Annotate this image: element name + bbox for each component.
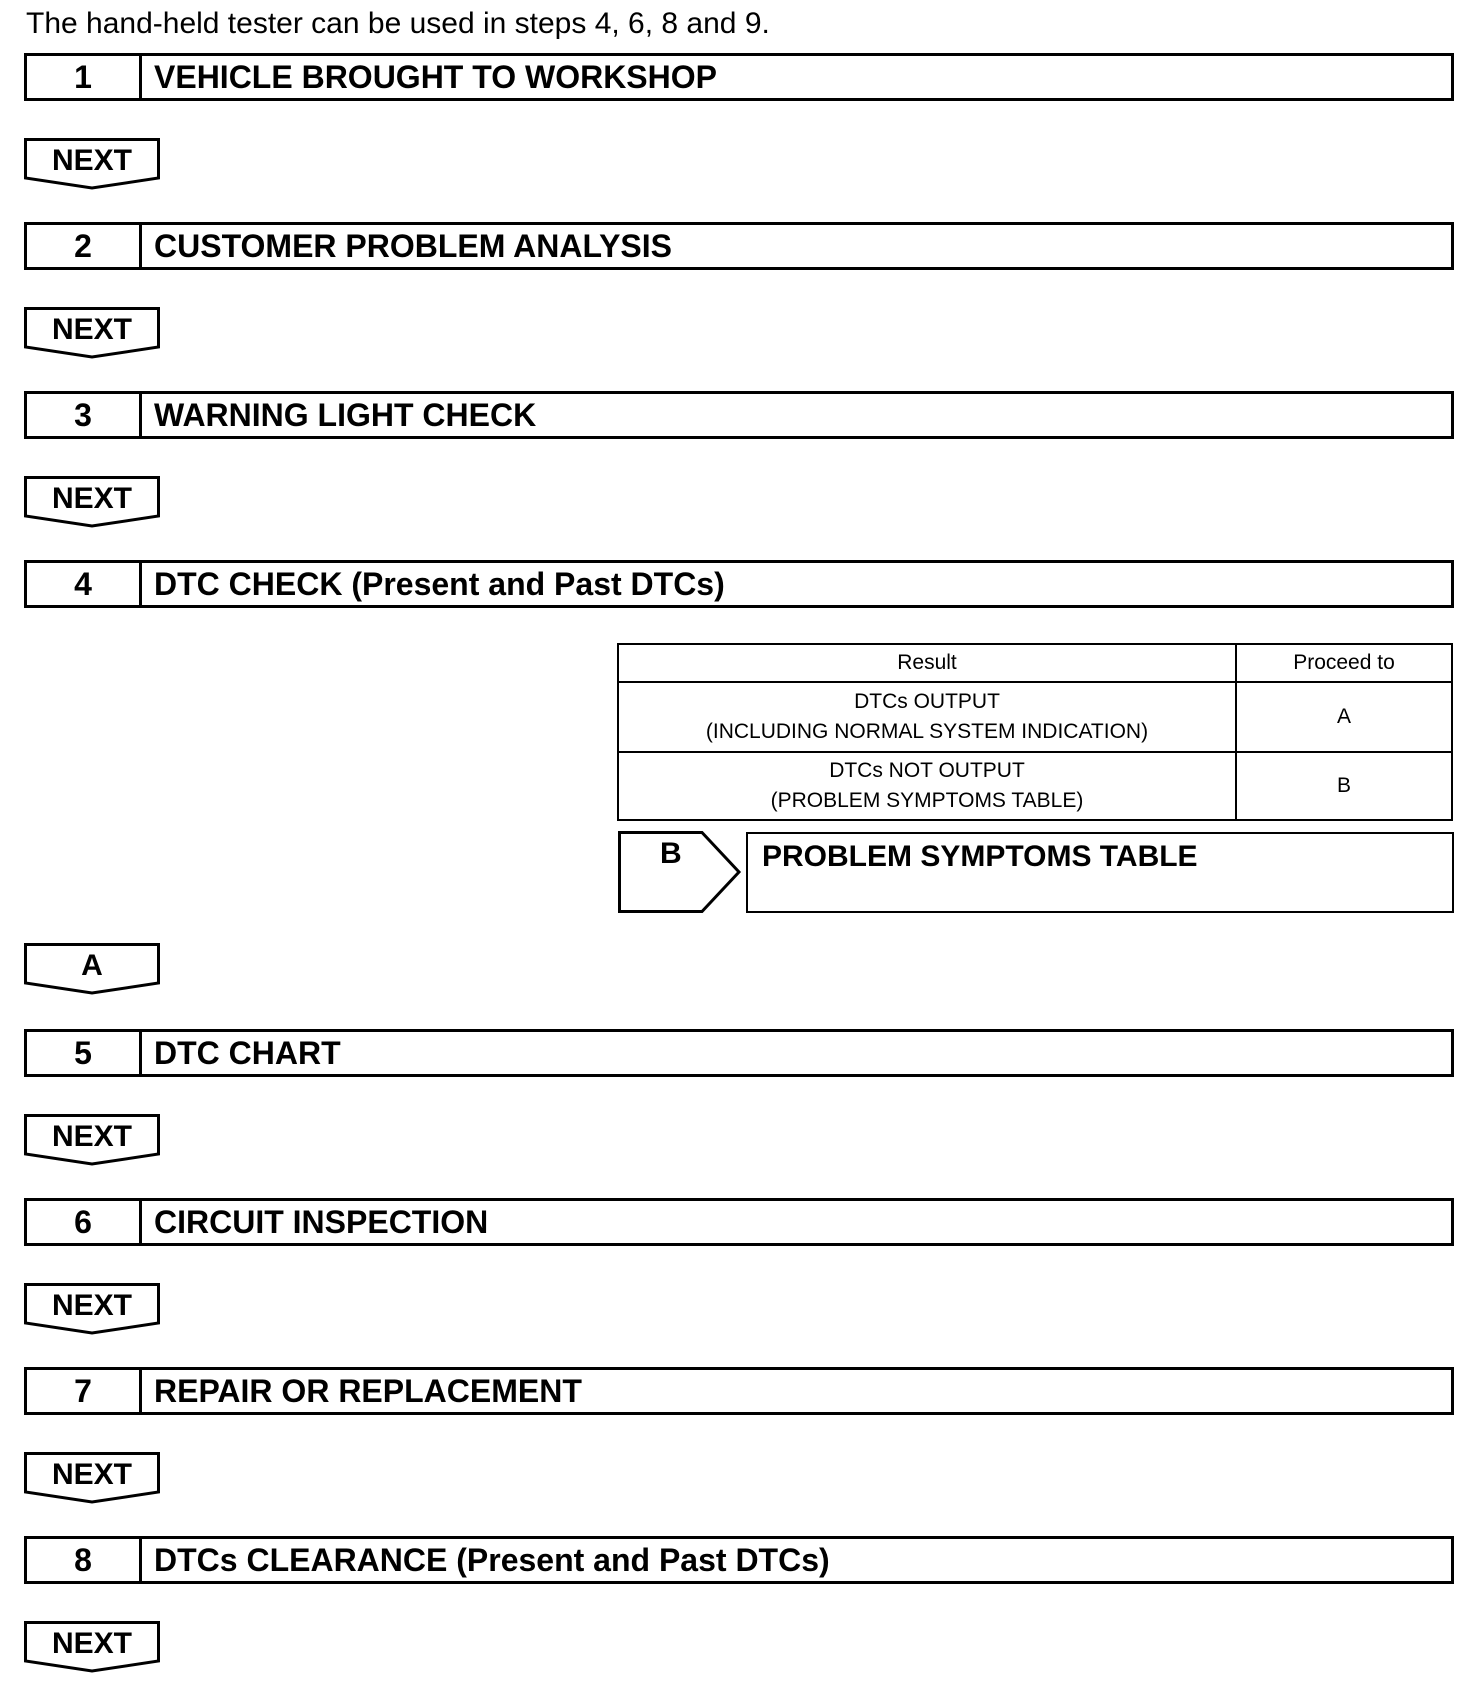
step-1-box: [24, 53, 1454, 101]
step-title: WARNING LIGHT CHECK: [154, 396, 537, 433]
next-label: NEXT: [51, 313, 132, 346]
step-title: VEHICLE BROUGHT TO WORKSHOP: [154, 58, 717, 95]
next-arrow-1: [24, 138, 160, 190]
step-6-box: [24, 1198, 1454, 1246]
step-number: 4: [27, 563, 142, 605]
header-proceed: Proceed to: [1236, 644, 1452, 682]
step-number: 8: [27, 1539, 142, 1581]
next-label: NEXT: [51, 1289, 132, 1322]
next-arrow-7: [24, 1452, 160, 1504]
step-7-box: [24, 1367, 1454, 1415]
proceed-cell: A: [1236, 682, 1452, 752]
step-number: 5: [27, 1032, 142, 1074]
next-arrow-8: [24, 1621, 160, 1673]
step-title: CUSTOMER PROBLEM ANALYSIS: [154, 227, 672, 264]
step-title: DTC CHART: [154, 1034, 341, 1071]
intro-text: The hand-held tester can be used in steps 4, 6, 8 and 9.: [26, 7, 770, 40]
next-label: NEXT: [51, 1120, 132, 1153]
branch-b-label: B: [660, 837, 682, 870]
next-label: NEXT: [51, 482, 132, 515]
next-arrow-3: [24, 476, 160, 528]
header-result: Result: [618, 644, 1236, 682]
step-8-box: [24, 1536, 1454, 1584]
result-line1: DTCs NOT OUTPUT: [829, 759, 1025, 782]
result-cell: [618, 752, 1236, 820]
next-arrow-6: [24, 1283, 160, 1335]
branch-b-arrow: [618, 831, 742, 913]
problem-symptoms-table-box: PROBLEM SYMPTOMS TABLE: [746, 832, 1454, 913]
result-cell: [618, 682, 1236, 752]
table-header-row: [618, 644, 1452, 682]
step-title: DTC CHECK (Present and Past DTCs): [154, 565, 725, 602]
step-5-box: [24, 1029, 1454, 1077]
result-line2: (INCLUDING NORMAL SYSTEM INDICATION): [705, 720, 1149, 743]
a-arrow: [24, 943, 160, 995]
step-4-box: [24, 560, 1454, 608]
next-arrow-2: [24, 307, 160, 359]
step-number: 3: [27, 394, 142, 436]
step-number: 1: [27, 56, 142, 98]
step-title: CIRCUIT INSPECTION: [154, 1203, 489, 1240]
result-line2: (PROBLEM SYMPTOMS TABLE): [770, 789, 1084, 812]
next-label: NEXT: [51, 1458, 132, 1491]
step-number: 2: [27, 225, 142, 267]
step-2-box: [24, 222, 1454, 270]
proceed-cell: B: [1236, 752, 1452, 820]
step-number: 6: [27, 1201, 142, 1243]
next-arrow-5: [24, 1114, 160, 1166]
table-row: [618, 752, 1452, 820]
result-line1: DTCs OUTPUT: [854, 690, 1000, 713]
step-3-box: [24, 391, 1454, 439]
a-label: A: [81, 949, 103, 982]
step-number: 7: [27, 1370, 142, 1412]
step-title: REPAIR OR REPLACEMENT: [154, 1372, 582, 1409]
step-title: DTCs CLEARANCE (Present and Past DTCs): [154, 1541, 830, 1578]
next-label: NEXT: [51, 144, 132, 177]
table-row: [618, 682, 1452, 752]
result-table: [617, 643, 1453, 821]
next-label: NEXT: [51, 1627, 132, 1660]
